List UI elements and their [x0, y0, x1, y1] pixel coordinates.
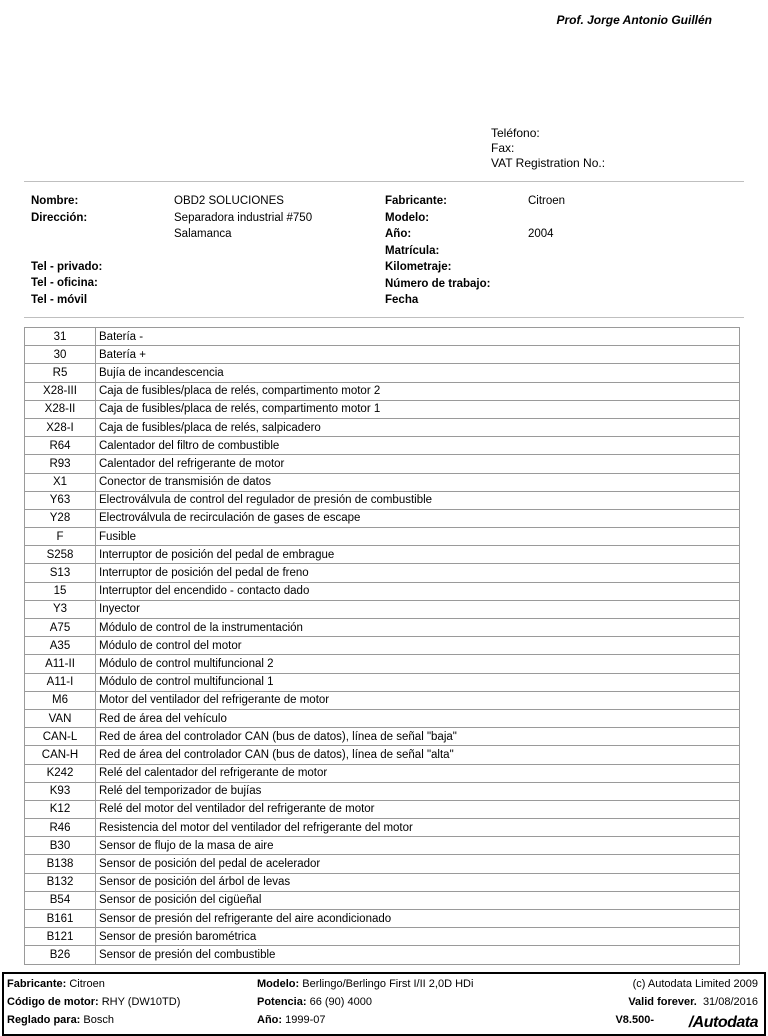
- component-description: Sensor de flujo de la masa de aire: [96, 837, 740, 855]
- table-row: [25, 418, 740, 436]
- make-label: Fabricante:: [385, 195, 447, 207]
- component-code: B54: [25, 891, 96, 909]
- table-row: [25, 328, 740, 346]
- component-code: S13: [25, 564, 96, 582]
- table-row: [25, 346, 740, 364]
- component-code: R64: [25, 437, 96, 455]
- table-row: [25, 564, 740, 582]
- component-description: Batería -: [96, 328, 740, 346]
- component-code: R93: [25, 455, 96, 473]
- component-description: Interruptor de posición del pedal de freno: [96, 564, 740, 582]
- component-description: Electroválvula de recirculación de gases de escape: [96, 509, 740, 527]
- component-code: B138: [25, 855, 96, 873]
- vehicle-labels: [385, 193, 490, 309]
- component-code: 15: [25, 582, 96, 600]
- component-description: Módulo de control multifuncional 1: [96, 673, 740, 691]
- table-row: [25, 855, 740, 873]
- component-code: A75: [25, 619, 96, 637]
- component-code: K93: [25, 782, 96, 800]
- table-row: [25, 364, 740, 382]
- component-code: K242: [25, 764, 96, 782]
- vehicle-make: Citroen: [528, 195, 566, 207]
- component-description: Calentador del filtro de combustible: [96, 437, 740, 455]
- component-table: [24, 327, 740, 965]
- footer-power-label: Potencia:: [257, 996, 307, 1008]
- component-description: Interruptor de posición del pedal de embrague: [96, 546, 740, 564]
- component-description: Calentador del refrigerante de motor: [96, 455, 740, 473]
- tel-mobile-label: Tel - móvil: [31, 293, 88, 306]
- table-row: [25, 473, 740, 491]
- date-label: Fecha: [385, 294, 419, 306]
- component-description: Relé del motor del ventilador del refrigerante de motor: [96, 800, 740, 818]
- top-divider: [24, 181, 744, 182]
- component-code: Y28: [25, 509, 96, 527]
- component-code: B132: [25, 873, 96, 891]
- table-row: [25, 819, 740, 837]
- table-row: [25, 546, 740, 564]
- table-row: [25, 637, 740, 655]
- component-code: K12: [25, 800, 96, 818]
- footer-year-label: Año:: [257, 1014, 283, 1026]
- table-row: [25, 873, 740, 891]
- tel-office-label: Tel - oficina:: [31, 277, 98, 289]
- name-label: Nombre:: [31, 195, 79, 207]
- table-row: [25, 928, 740, 946]
- table-row: [25, 891, 740, 909]
- component-code: B30: [25, 837, 96, 855]
- table-row: [25, 764, 740, 782]
- component-code: CAN-H: [25, 746, 96, 764]
- component-description: Inyector: [96, 600, 740, 618]
- footer-adjusted: Bosch: [83, 1014, 114, 1026]
- table-row: [25, 509, 740, 527]
- job-number-label: Número de trabajo:: [385, 277, 491, 290]
- mid-divider: [24, 317, 744, 318]
- component-code: S258: [25, 546, 96, 564]
- table-row: [25, 709, 740, 727]
- table-row: [25, 400, 740, 418]
- footer-valid-date: 31/08/2016: [702, 996, 758, 1008]
- table-row: [25, 691, 740, 709]
- client-values: [174, 193, 312, 243]
- component-description: Módulo de control multifuncional 2: [96, 655, 740, 673]
- footer-copyright: (c) Autodata Limited 2009: [632, 978, 758, 990]
- table-row: [25, 582, 740, 600]
- component-description: Relé del temporizador de bujías: [96, 782, 740, 800]
- component-code: F: [25, 528, 96, 546]
- component-description: Interruptor del encendido - contacto dado: [96, 582, 740, 600]
- component-code: Y63: [25, 491, 96, 509]
- table-row: [25, 382, 740, 400]
- footer-year: 1999-07: [285, 1014, 326, 1026]
- component-description: Caja de fusibles/placa de relés, compartimento motor 2: [96, 382, 740, 400]
- component-description: Sensor de presión del refrigerante del aire acondicionado: [96, 910, 740, 928]
- table-row: [25, 910, 740, 928]
- component-description: Módulo de control de la instrumentación: [96, 619, 740, 637]
- vehicle-year: 2004: [528, 228, 554, 240]
- table-row: [25, 782, 740, 800]
- client-labels: [31, 193, 102, 308]
- contact-block: [491, 126, 605, 171]
- table-row: [25, 619, 740, 637]
- component-description: Sensor de presión barométrica: [96, 928, 740, 946]
- component-description: Red de área del vehículo: [96, 709, 740, 727]
- autodata-logo: /Autodata: [688, 1014, 758, 1031]
- vat-label: VAT Registration No.:: [491, 156, 606, 170]
- component-description: Módulo de control del motor: [96, 637, 740, 655]
- vehicle-values: [528, 193, 565, 243]
- component-code: B26: [25, 946, 96, 964]
- component-description: Batería +: [96, 346, 740, 364]
- year-label: Año:: [385, 228, 412, 240]
- table-row: [25, 746, 740, 764]
- table-row: [25, 491, 740, 509]
- fax-label: Fax:: [491, 141, 515, 155]
- component-description: Resistencia del motor del ventilador del refrigerante del motor: [96, 819, 740, 837]
- component-description: Electroválvula de control del regulador de presión de combustible: [96, 491, 740, 509]
- footer-adjusted-label: Reglado para:: [7, 1014, 81, 1026]
- component-code: X28-III: [25, 382, 96, 400]
- component-code: A11-I: [25, 673, 96, 691]
- client-address-line1: Separadora industrial #750: [174, 211, 313, 224]
- component-description: Fusible: [96, 528, 740, 546]
- component-code: A11-II: [25, 655, 96, 673]
- footer-power: 66 (90) 4000: [309, 996, 372, 1008]
- component-code: B121: [25, 928, 96, 946]
- footer-make-label: Fabricante:: [7, 978, 67, 990]
- model-label: Modelo:: [385, 211, 430, 224]
- component-code: A35: [25, 637, 96, 655]
- component-code: R5: [25, 364, 96, 382]
- table-row: [25, 437, 740, 455]
- component-description: Caja de fusibles/placa de relés, salpicadero: [96, 418, 740, 436]
- component-code: X28-II: [25, 400, 96, 418]
- table-row: [25, 673, 740, 691]
- tel-private-label: Tel - privado:: [31, 260, 103, 273]
- footer-engine-label: Código de motor:: [7, 996, 99, 1008]
- mileage-label: Kilometraje:: [385, 261, 452, 273]
- table-row: [25, 800, 740, 818]
- component-description: Sensor de presión del combustible: [96, 946, 740, 964]
- table-row: [25, 837, 740, 855]
- component-description: Sensor de posición del árbol de levas: [96, 873, 740, 891]
- footer-engine: RHY (DW10TD): [101, 996, 181, 1008]
- address-label: Dirección:: [31, 211, 88, 224]
- footer-make: Citroen: [69, 978, 105, 990]
- table-row: [25, 728, 740, 746]
- component-description: Motor del ventilador del refrigerante de motor: [96, 691, 740, 709]
- client-name: OBD2 SOLUCIONES: [174, 195, 284, 207]
- footer-box: [2, 972, 766, 1036]
- component-code: 30: [25, 346, 96, 364]
- table-row: [25, 600, 740, 618]
- component-code: X1: [25, 473, 96, 491]
- component-code: R46: [25, 819, 96, 837]
- client-address-line2: Salamanca: [174, 228, 232, 240]
- table-row: [25, 946, 740, 964]
- component-code: 31: [25, 328, 96, 346]
- component-code: CAN-L: [25, 728, 96, 746]
- component-code: M6: [25, 691, 96, 709]
- footer-version: V8.500-: [615, 1014, 654, 1026]
- component-code: B161: [25, 910, 96, 928]
- component-description: Sensor de posición del pedal de acelerador: [96, 855, 740, 873]
- component-description: Sensor de posición del cigüeñal: [96, 891, 740, 909]
- plate-label: Matrícula:: [385, 244, 440, 257]
- footer-model: Berlingo/Berlingo First I/II 2,0D HDi: [302, 978, 474, 990]
- table-row: [25, 455, 740, 473]
- table-row: [25, 528, 740, 546]
- component-description: Red de área del controlador CAN (bus de datos), línea de señal "alta": [96, 746, 740, 764]
- component-code: VAN: [25, 709, 96, 727]
- component-code: Y3: [25, 600, 96, 618]
- footer-valid-label: Valid forever.: [628, 996, 697, 1008]
- component-description: Caja de fusibles/placa de relés, compartimento motor 1: [96, 400, 740, 418]
- author-name: Prof. Jorge Antonio Guillén: [556, 13, 712, 27]
- table-row: [25, 655, 740, 673]
- component-description: Bujía de incandescencia: [96, 364, 740, 382]
- component-description: Conector de transmisión de datos: [96, 473, 740, 491]
- component-description: Relé del calentador del refrigerante de motor: [96, 764, 740, 782]
- phone-label: Teléfono:: [491, 126, 540, 140]
- footer-model-label: Modelo:: [257, 978, 300, 990]
- component-description: Red de área del controlador CAN (bus de datos), línea de señal "baja": [96, 728, 740, 746]
- component-code: X28-I: [25, 418, 96, 436]
